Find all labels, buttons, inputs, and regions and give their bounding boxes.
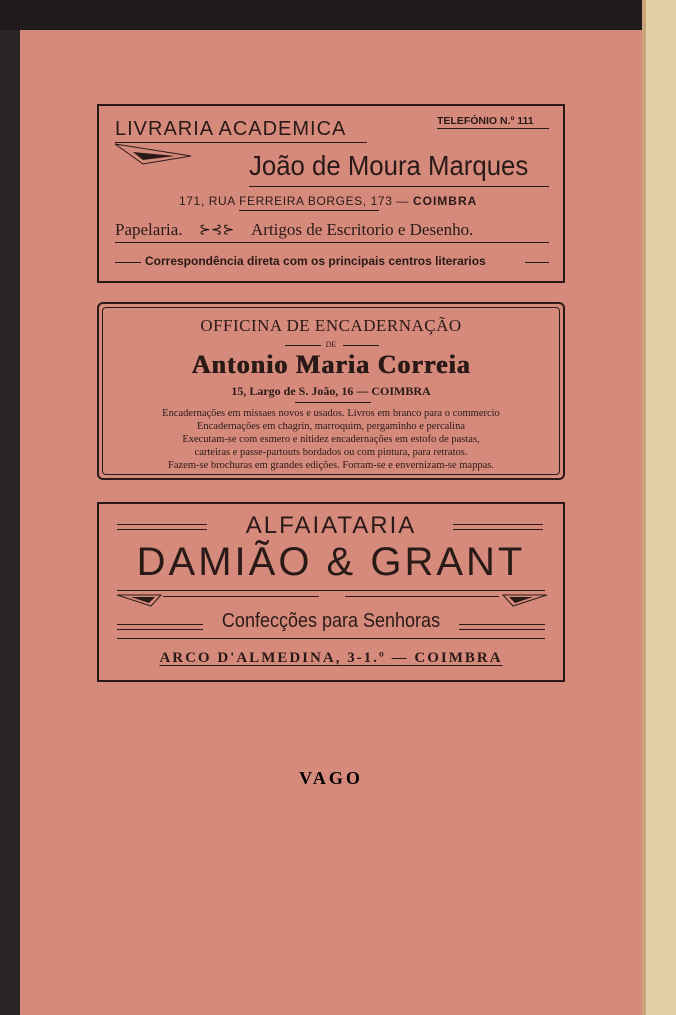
right-flourish-icon (501, 594, 547, 608)
facing-page-edge (642, 0, 676, 1015)
ad3-address: ARCO D'ALMEDINA, 3-1.º — COIMBRA (159, 650, 503, 666)
ornament-icon: ⊱⊰⊱ (199, 223, 235, 238)
ad3-specialty: Confecções para Senhoras (221, 610, 441, 632)
service-line: Executam-se com esmero e nitidez encadernações em estofo de pastas, (182, 434, 480, 445)
ad-livraria-academica (97, 104, 565, 283)
ad2-de: DE (325, 340, 337, 349)
footer-line: Correspondência direta com os principais centros literarios (145, 254, 486, 268)
service-line: Encadernações em missaes novos e usados. Livros em branco para o commercio (162, 408, 500, 419)
goods-left: Papelaria. (115, 220, 183, 239)
service-line: Fazem-se brochuras em grandes edições. Forram-se e envernizam-se mappas. (168, 460, 494, 471)
ad3-name: DAMIÃO & GRANT (136, 540, 526, 584)
address-text: 171, RUA FERREIRA BORGES, 173 — (179, 194, 413, 208)
address-line (179, 194, 477, 208)
ad2-title: OFFICINA DE ENCADERNAÇÃO (200, 316, 462, 335)
city-name: COIMBRA (412, 194, 478, 208)
ad-alfaiataria (97, 502, 565, 682)
goods-right: Artigos de Escritorio e Desenho. (251, 220, 474, 239)
phone-number: TELEFÓNIO N.º 111 (437, 115, 534, 127)
ad3-title: ALFAIATARIA (245, 512, 417, 539)
scan-background (0, 0, 676, 30)
ad-officina-encadernacao (97, 302, 565, 480)
service-line: Encadernações em chagrin, marroquim, pergaminho e percalina (196, 421, 466, 432)
owner-name: João de Moura Marques (249, 150, 529, 181)
advert-page (20, 30, 642, 1015)
flourish-icon (113, 142, 193, 166)
shop-name: LIVRARIA ACADEMICA (115, 118, 347, 140)
service-line: carteiras e passe-partouts bordados ou com pintura, para retratos. (194, 447, 468, 458)
left-flourish-icon (117, 594, 163, 608)
ad2-owner: Antonio Maria Correia (191, 350, 471, 379)
ad2-address: 15, Largo de S. João, 16 — COIMBRA (231, 384, 431, 398)
vacant-label: VAGO (299, 768, 363, 788)
